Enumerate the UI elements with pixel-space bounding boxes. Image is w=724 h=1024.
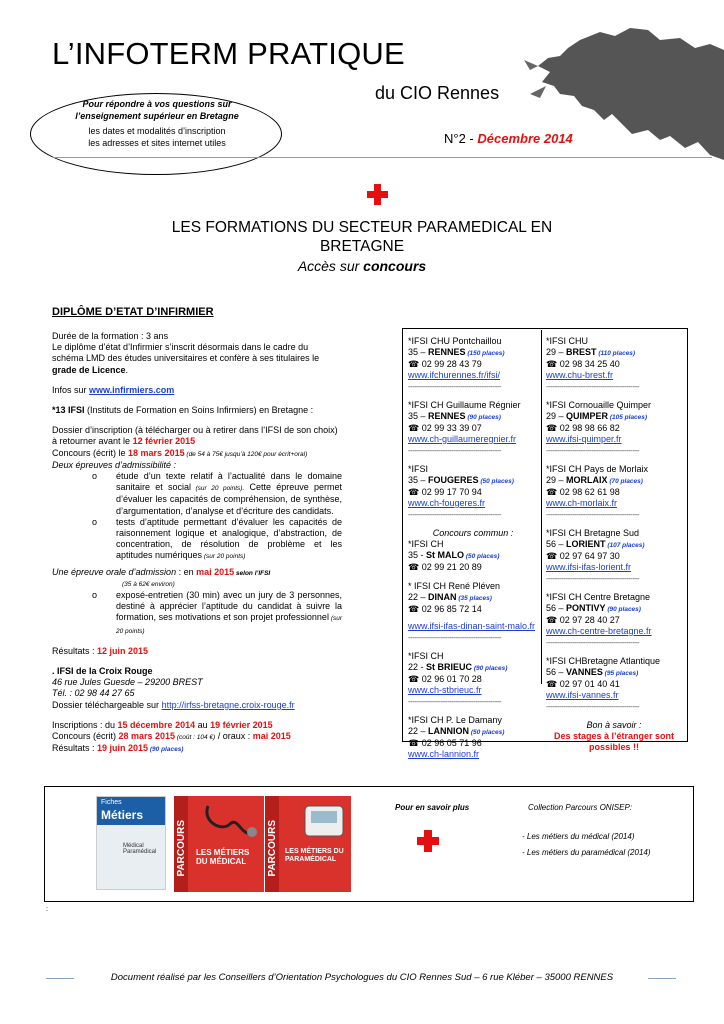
- collection-label: Collection Parcours ONISEP:: [528, 803, 633, 812]
- access-prefix: Accès sur: [297, 258, 364, 274]
- issue-date: Décembre 2014: [477, 131, 573, 146]
- left-column: [52, 331, 342, 756]
- list-item: *IFSI CHU 29 – BREST (110 places) ☎ 02 98 34 25 40 www.chu-brest.fr -------------------------------------------: [546, 336, 682, 392]
- list-item: * IFSI CH René Pléven 22 – DINAN (35 places) ☎ 02 96 85 72 14 www.ifsi-ifas-dinan-saint-malo.fr -------------------------------------------: [408, 581, 538, 643]
- inscriptions-line: Inscriptions : du 15 décembre 2014 au 19 février 2015: [52, 719, 273, 730]
- list-item: *IFSI CHBretagne Atlantique 56 – VANNES (95 places) ☎ 02 97 01 40 41 www.ifsi-vannes.fr -------------------------------------------: [546, 656, 682, 712]
- concours2-line: Concours (écrit) 28 mars 2015 (coût : 104 €) / oraux : mai 2015: [52, 731, 291, 742]
- ifsi-website-link[interactable]: www.ch-stbrieuc.fr: [408, 685, 482, 695]
- croix-rouge-dossier: Dossier téléchargeable sur http://irfss-bretagne.croix-rouge.fr: [52, 699, 295, 710]
- ifsi-website-link[interactable]: www.ch-lannion.fr: [408, 749, 480, 759]
- ifsi-website-link[interactable]: www.chu-brest.fr: [546, 370, 614, 380]
- ifsi-website-link[interactable]: www.ch-morlaix.fr: [546, 498, 618, 508]
- croix-rouge-address: 46 rue Jules Guesde – 29200 BREST: [52, 677, 203, 688]
- collection-item-paramedical: - Les métiers du paramédical (2014): [522, 848, 651, 857]
- ifsi-intro: *13 IFSI (Instituts de Formation en Soins Infirmiers) en Bretagne :: [52, 405, 314, 416]
- resultats2-line: Résultats : 19 juin 2015 (90 places): [52, 743, 184, 754]
- ifsi-website-link[interactable]: www.ifsi-vannes.fr: [546, 690, 619, 700]
- epreuves-title: Deux épreuves d’admissibilité :: [52, 459, 177, 470]
- access-bold: concours: [363, 258, 427, 274]
- infos-line: Infos sur www.infirmiers.com: [52, 384, 175, 395]
- infirmiers-link[interactable]: www.infirmiers.com: [89, 384, 175, 395]
- croix-rouge-title: . IFSI de la Croix Rouge: [52, 666, 153, 677]
- access-line: [140, 258, 584, 274]
- list-item: *IFSI CHU Pontchaillou 35 – RENNES (150 places) ☎ 02 99 28 43 79 www.ifchurennes.fr/ifsi/ -------------------------------------------: [408, 336, 538, 392]
- list-item: *IFSI 35 – FOUGERES (50 places) ☎ 02 99 17 70 94 www.ch-fougeres.fr -------------------------------------------: [408, 464, 538, 520]
- dossier-line: Dossier d’inscription (à télécharger ou à retirer dans l’IFSI de son choix) à retourner avant le 12 février 2015: [52, 425, 338, 447]
- book-cover-paramedical: PARCOURS LES MÉTIERS DU PARAMÉDICAL: [265, 796, 351, 892]
- footer-text: Document réalisé par les Conseillers d’Orientation Psychologues du CIO Rennes Sud – 6 rue Kléber – 35000 RENNES: [110, 972, 614, 983]
- intro-line3: les adresses et sites internet utiles: [88, 138, 226, 148]
- blood-pressure-monitor-icon: [301, 802, 347, 842]
- ifsi-website-link[interactable]: www.ifchurennes.fr/ifsi/: [408, 370, 501, 380]
- stray-colon: :: [46, 906, 48, 913]
- stethoscope-icon: [202, 802, 258, 846]
- list-item: o étude d’un texte relatif à l’actualité dans le domaine sanitaire et social (sur 20 points). Cette épreuve permet d’évaluer les capacités de compréhension, de synthèse, d’argumentation, d’analyse et d’écriture des candidats.: [92, 471, 342, 516]
- issue-number: N°2 -: [444, 131, 474, 146]
- ifsi-column-1: [408, 336, 538, 768]
- divider: [52, 157, 712, 158]
- main-heading: LES FORMATIONS DU SECTEUR PARAMEDICAL EN BRETAGNE: [171, 219, 553, 255]
- red-cross-icon: [367, 184, 388, 205]
- dinan-link[interactable]: www.ifsi-ifas-dinan-saint-malo.fr: [408, 621, 536, 631]
- list-item: *IFSI CH Centre Bretagne 56 – PONTIVY (90 places) ☎ 02 97 28 40 27 www.ch-centre-bretagne.fr -------------------------------------------: [546, 592, 682, 648]
- ifsi-website-link[interactable]: www.ifsi-quimper.fr: [546, 434, 622, 444]
- concours-line: Concours (écrit) le 18 mars 2015 (de 54 à 75€ jusqu’à 120€ pour écrit+oral): [52, 447, 308, 458]
- ifsi-website-link[interactable]: www.ch-centre-bretagne.fr: [546, 626, 652, 636]
- resultats-line: Résultats : 12 juin 2015: [52, 645, 149, 656]
- list-item: o exposé-entretien (30 min) avec un jury de 3 personnes, destiné à apprécier l’aptitude du candidat à suivre la formation, ses motivations et son projet professionnel (sur 20 points): [92, 590, 343, 635]
- croix-rouge-link[interactable]: http://irfss-bretagne.croix-rouge.fr: [161, 699, 295, 710]
- ifsi-website-link[interactable]: www.ifsi-ifas-lorient.fr: [546, 562, 632, 572]
- ifsi-website-link[interactable]: www.ch-guillaumeregnier.fr: [408, 434, 517, 444]
- book-cover-medical: PARCOURS LES MÉTIERS DU MÉDICAL: [174, 796, 264, 892]
- intro-text: [62, 98, 252, 149]
- diploma-text: Le diplôme d’état d’Infirmier s’inscrit désormais dans le cadre du schéma LMD des études universitaires et confère à ses titulaires le grade de Licence.: [52, 342, 320, 375]
- list-item: *IFSI CH 22 - St BRIEUC (90 places) ☎ 02 96 01 70 28 www.ch-stbrieuc.fr -------------------------------------------: [408, 651, 538, 707]
- list-item: *IFSI CH Bretagne Sud 56 – LORIENT (107 places) ☎ 02 97 64 97 30 www.ifsi-ifas-lorient.fr -------------------------------------------: [546, 528, 682, 584]
- red-cross-icon: [417, 830, 439, 852]
- pour-en-savoir-plus: Pour en savoir plus: [395, 803, 470, 812]
- intro-line2: les dates et modalités d’inscription: [88, 126, 226, 136]
- column-divider: [541, 330, 542, 684]
- list-item: *IFSI CH Guillaume Régnier 35 – RENNES (90 places) ☎ 02 99 33 39 07 www.ch-guillaumeregnier.fr -------------------------------------------: [408, 400, 538, 456]
- issue-line: [444, 131, 573, 146]
- page-subtitle: du CIO Rennes: [375, 83, 500, 103]
- croix-rouge-phone: Tél. : 02 98 44 27 65: [52, 688, 135, 699]
- stages-note: Des stages à l’étranger sont possibles !!: [553, 731, 675, 752]
- collection-item-medical: - Les métiers du médical (2014): [522, 832, 635, 841]
- list-item: *IFSI Cornouaille Quimper 29 – QUIMPER (105 places) ☎ 02 98 98 66 82 www.ifsi-quimper.fr -------------------------------------------: [546, 400, 682, 456]
- oral-line: Une épreuve orale d’admission : en mai 2015 selon l’IFSI: [52, 566, 271, 577]
- ifsi-column-2: [546, 336, 682, 753]
- bon-a-savoir: Bon à savoir :: [586, 720, 642, 730]
- page-title: L’INFOTERM PRATIQUE: [52, 36, 405, 71]
- oral-cost: (35 à 62€ environ): [122, 580, 175, 588]
- duration: Durée de la formation : 3 ans: [52, 331, 169, 341]
- intro-line1: Pour répondre à vos questions sur l’enseignement supérieur en Bretagne: [75, 99, 239, 121]
- list-item: *IFSI CH Pays de Morlaix 29 – MORLAIX (70 places) ☎ 02 98 62 61 98 www.ch-morlaix.fr -------------------------------------------: [546, 464, 682, 520]
- concours-commun: Concours commun :: [432, 528, 514, 538]
- book-cover-metiers: Fiches Métiers Médical Paramédical: [96, 796, 166, 890]
- list-item: *IFSI CH P. Le Damany 22 – LANNION (50 places) ☎ 02 96 05 71 96 www.ch-lannion.fr: [408, 715, 538, 760]
- list-item: *IFSI CH 35 - St MALO (50 places) ☎ 02 99 21 20 89: [408, 539, 500, 572]
- ifsi-website-link[interactable]: www.ch-fougeres.fr: [408, 498, 486, 508]
- list-item: o tests d’aptitude permettant d’évaluer les capacités de raisonnement logique et analogique, d’abstraction, de concentration, de résolution de problème et les aptitudes numériques (sur 20 points): [92, 516, 342, 561]
- section-title: DIPLÔME D’ETAT D’INFIRMIER: [52, 306, 214, 318]
